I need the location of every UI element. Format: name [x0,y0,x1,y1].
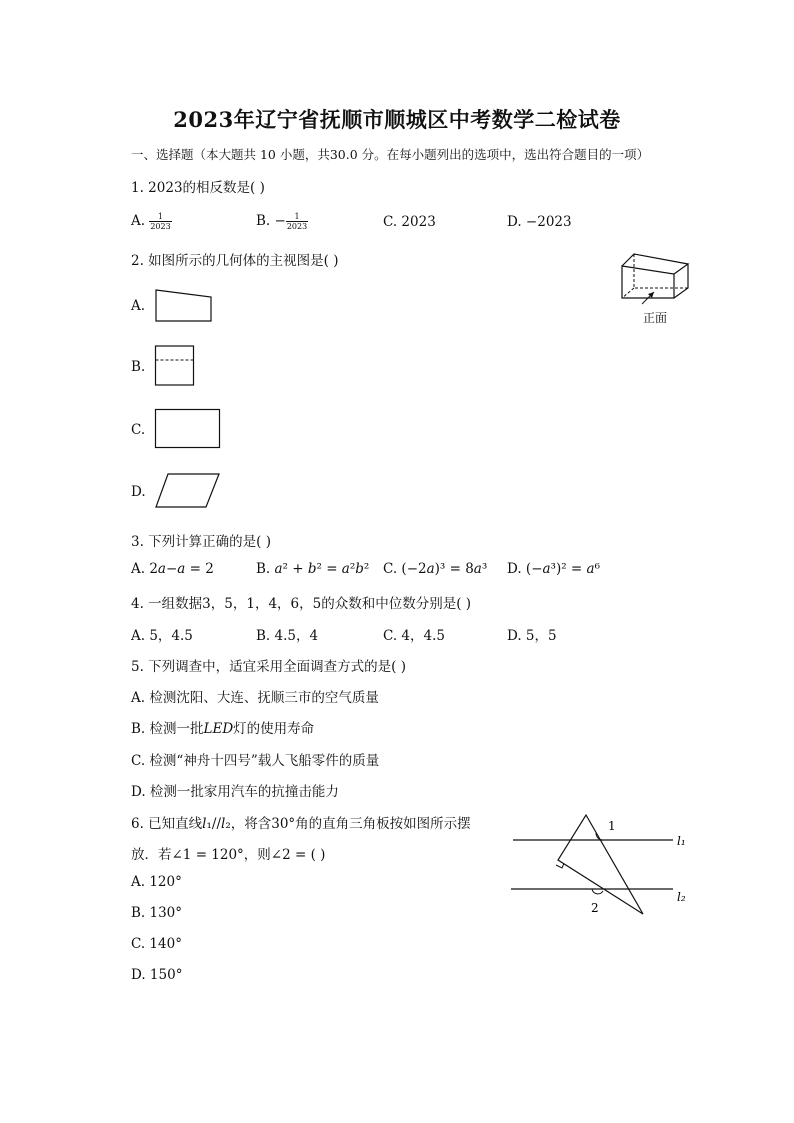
line-l1-label: l₁ [677,834,686,848]
q3-option-a: A. 2𝑎−𝑎 = 2 [131,561,214,577]
q1-option-a: A. $\frac{1}{2023}$ [131,212,171,231]
question-5-stem: 5. 下列调查中，适宜采用全面调查方式的是( ) [131,659,406,675]
q4-option-c: C. 4，4.5 [383,628,445,644]
q2-option-b-square-dashed [154,344,196,388]
q3-option-c: C. (−2𝑎)³ = 8𝑎³ [383,561,488,577]
front-view-label: 正面 [643,311,668,325]
q6-option-d: D. 150° [131,967,183,983]
parallel-lines-triangle-figure [505,808,700,923]
q5-option-d: D. 检测一批家用汽车的抗撞击能力 [131,784,339,800]
angle-2-label: 2 [591,901,599,915]
q5-option-a: A. 检测沈阳、大连、抚顺三市的空气质量 [131,690,379,706]
q4-option-d: D. 5，5 [507,628,557,644]
q4-option-a: A. 5，4.5 [131,628,193,644]
angle-1-label: 1 [608,819,616,833]
section-heading: 一、选择题（本大题共 10 小题，共30.0 分。在每小题列出的选项中，选出符合题目的一项） [131,147,650,162]
q1-option-c: C. 2023 [383,214,436,230]
line-l2-label: l₂ [677,890,686,904]
question-6-stem-line-1: 6. 已知直线𝑙₁//𝑙₂，将含30°角的直角三角板按如图所示摆 [131,816,471,832]
q2-option-a-label: A. [131,298,146,314]
q3-option-b: B. 𝑎² + 𝑏² = 𝑎²𝑏² [256,561,370,577]
exam-title: 2023年辽宁省抚顺市顺城区中考数学二检试卷 [173,107,621,132]
q6-option-a: A. 120° [131,874,182,890]
q1-option-b: B. − $\frac{1}{2023}$ [256,212,308,231]
question-1-stem: 1. 2023的相反数是( ) [131,180,265,196]
question-2-stem: 2. 如图所示的几何体的主视图是( ) [131,253,339,269]
question-6-stem-line-2: 放．若∠1 = 120°，则∠2 = ( ) [131,847,326,863]
q1-option-d: D. −2023 [507,214,572,230]
fraction: $\frac{1}{2023}$ [150,212,171,231]
q2-option-a-trapezoid [154,288,214,324]
q6-option-b: B. 130° [131,905,183,921]
q2-option-d-label: D. [131,484,146,500]
q5-option-c: C. 检测“神舟十四号”载人飞船零件的质量 [131,753,380,769]
q2-option-c-rectangle [154,408,222,450]
q2-option-d-parallelogram [154,472,222,510]
q2-option-b-label: B. [131,359,146,375]
question-3-stem: 3. 下列计算正确的是( ) [131,534,271,550]
q4-option-b: B. 4.5，4 [256,628,319,644]
q3-option-d: D. (−𝑎³)² = 𝑎⁶ [507,561,600,577]
q2-option-c-label: C. [131,422,146,438]
q5-option-b: B. 检测一批𝐿𝐸𝐷灯的使用寿命 [131,721,315,737]
question-4-stem: 4. 一组数据3，5，1，4，6，5的众数和中位数分别是( ) [131,596,472,612]
fraction: $\frac{1}{2023}$ [286,212,308,231]
q6-option-c: C. 140° [131,936,182,952]
